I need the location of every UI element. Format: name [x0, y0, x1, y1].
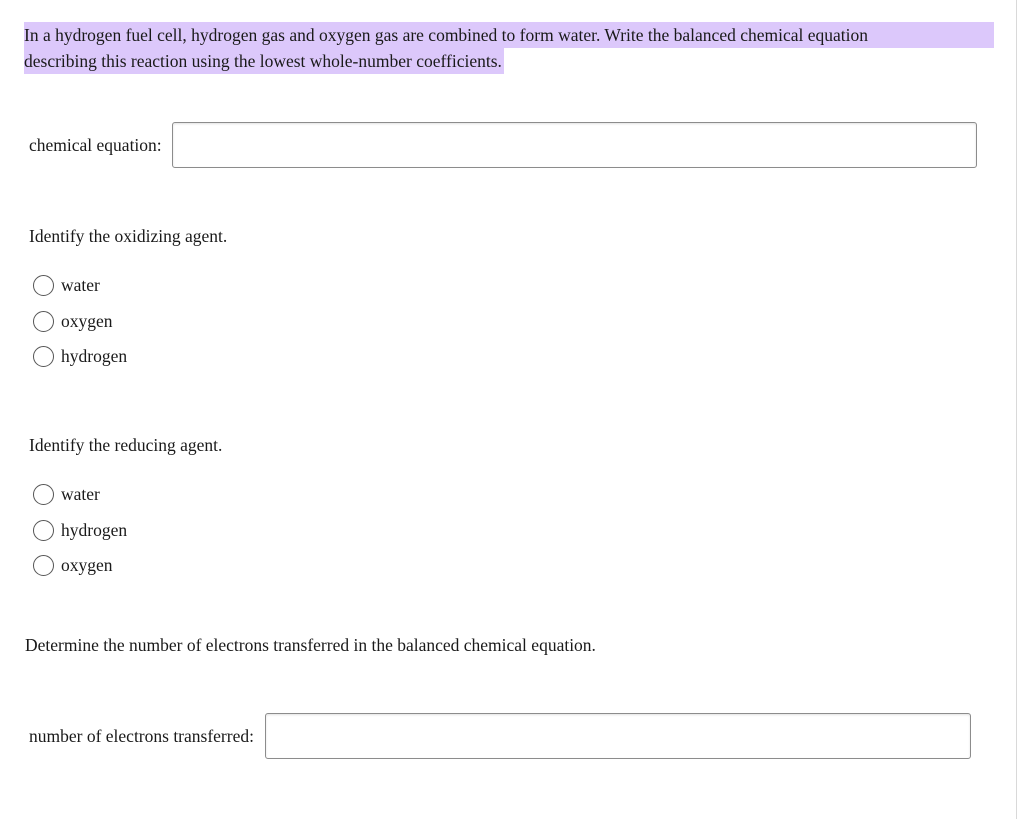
radio-button[interactable] — [33, 311, 54, 332]
radio-label: hydrogen — [61, 346, 128, 367]
electrons-label: number of electrons transferred: — [29, 725, 254, 746]
chemical-equation-input[interactable] — [172, 122, 977, 168]
oxidizing-option-oxygen[interactable] — [33, 304, 127, 340]
electrons-input[interactable] — [265, 713, 971, 759]
chemical-equation-label: chemical equation: — [29, 134, 162, 155]
question-line-2: describing this reaction using the lowest whole-number coefficients. — [24, 48, 504, 74]
oxidizing-agent-options — [33, 268, 127, 375]
question-text — [24, 22, 994, 74]
radio-label: water — [61, 484, 100, 505]
oxidizing-option-water[interactable] — [33, 268, 127, 304]
radio-button[interactable] — [33, 520, 54, 541]
reducing-agent-options — [33, 477, 127, 584]
reducing-option-hydrogen[interactable] — [33, 513, 127, 549]
question-line-1: In a hydrogen fuel cell, hydrogen gas and oxygen gas are combined to form water. Write the balanced chemical equation — [24, 22, 994, 48]
electrons-prompt: Determine the number of electrons transferred in the balanced chemical equation. — [25, 635, 596, 655]
radio-button[interactable] — [33, 555, 54, 576]
radio-label: hydrogen — [61, 519, 128, 540]
oxidizing-option-hydrogen[interactable] — [33, 339, 127, 375]
page-right-border — [1016, 0, 1017, 819]
chemical-equation-row — [29, 122, 977, 168]
radio-label: water — [61, 275, 100, 296]
radio-label: oxygen — [61, 310, 113, 331]
radio-button[interactable] — [33, 275, 54, 296]
radio-label: oxygen — [61, 555, 113, 576]
reducing-agent-prompt: Identify the reducing agent. — [29, 435, 223, 455]
oxidizing-agent-prompt: Identify the oxidizing agent. — [29, 226, 228, 246]
radio-button[interactable] — [33, 346, 54, 367]
radio-button[interactable] — [33, 484, 54, 505]
reducing-option-oxygen[interactable] — [33, 548, 127, 584]
reducing-option-water[interactable] — [33, 477, 127, 513]
electrons-row — [29, 713, 971, 759]
